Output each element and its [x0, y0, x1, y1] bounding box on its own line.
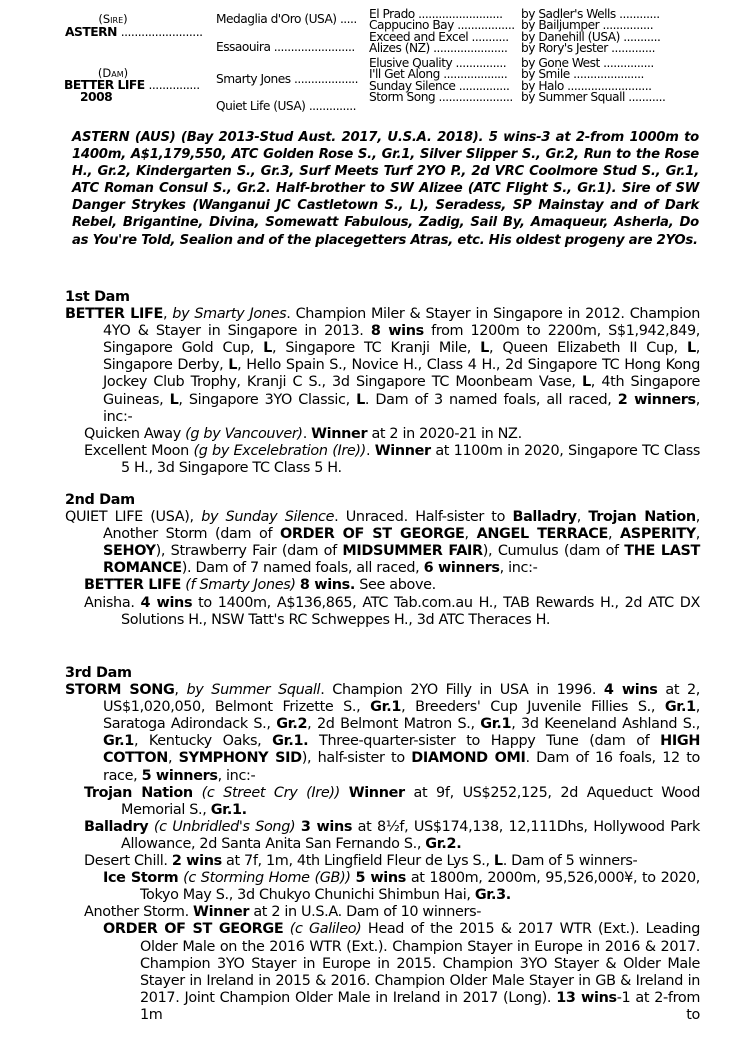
text-run: Anisha [84, 594, 131, 611]
text-run: Gr.1 [103, 733, 134, 750]
text-run: L [493, 853, 503, 870]
text-run: L [356, 391, 365, 408]
first-dam-heading: 1st Dam [65, 289, 130, 305]
text-run: ), Strawberry Fair (dam of [155, 543, 343, 560]
sire-sire-text: Medaglia d'Oro (USA) [216, 12, 337, 26]
text-run: 5 winners [141, 767, 218, 784]
dots: ............ [615, 7, 660, 21]
dam-year: 2008 [80, 90, 113, 104]
text-run: 5 wins [355, 870, 407, 887]
text-run: 2 winners [617, 391, 696, 408]
dots: ........................ [273, 40, 355, 54]
text-run: at 2 in U.S.A. Dam of 10 winners- [249, 904, 482, 921]
text-run: . Champion Miler & Stayer in Singapore in 2012. Champion 4YO & Stayer in Singapore in 2013. [103, 306, 700, 340]
gen3-name: I'll Get Along [369, 67, 440, 82]
text-run: , 3d Keeneland Ashland S., [511, 716, 700, 733]
progeny-item [65, 443, 700, 477]
text-run: , Singapore Derby, [103, 340, 701, 374]
text-run: , Queen Elizabeth II Cup, [488, 340, 687, 357]
third-dam-section [65, 665, 700, 1024]
text-run: . Dam of 3 named foals, all raced, [364, 391, 618, 408]
text-run: at 2, US$1,020,050, Belmont Frizette S., [103, 682, 701, 716]
text-run: Excellent Moon [84, 442, 189, 459]
gen3-name: Alizes (NZ) [369, 41, 430, 56]
text-run: . [302, 425, 312, 442]
progeny-item [65, 921, 700, 1024]
text-run: Gr.1. [272, 733, 309, 750]
text-run: 6 winners [423, 560, 500, 577]
dots: ............... [148, 78, 200, 92]
text-run: SEHOY [103, 543, 156, 560]
text-run: . Dam of 16 foals, 12 to race, [103, 750, 700, 784]
text-run: Gr.2 [276, 716, 308, 733]
dam-name-text: BETTER LIFE [64, 78, 145, 92]
dots: ................... [293, 72, 359, 86]
text-run: 2 wins [171, 853, 222, 870]
text-run: 4 wins [603, 682, 658, 699]
text-run: Winner [311, 425, 368, 442]
text-run: THE LAST ROMANCE [103, 543, 701, 577]
text-run: ), Cumulus (dam of [482, 543, 625, 560]
text-run: DIAMOND OMI [411, 750, 526, 767]
progeny-item [65, 577, 700, 594]
gen3-sire: by Sadler's Wells [521, 7, 616, 21]
text-run: L [169, 391, 179, 408]
text-run: . [365, 442, 375, 459]
sire-dam [216, 42, 355, 53]
dots: ............... [599, 56, 654, 71]
text-run: . [184, 904, 194, 921]
dots: ..... [339, 12, 357, 26]
dots: .............. [308, 99, 357, 113]
text-run: STORM SONG [65, 682, 175, 699]
text-run: , Hello Spain S., Novice H., Class 4 H., 2d Singapore TC Hong Kong Jockey Club Trophy, Kranji C S., 3d Singapore TC Moonbeam Vase, [103, 357, 700, 391]
text-run: Gr.1 [210, 801, 242, 818]
first-dam-section [65, 289, 700, 477]
gen3-sire: by Smile [521, 67, 570, 82]
dots: ..................... [569, 67, 644, 82]
text-run: Winner [348, 784, 405, 801]
dam-sire-text: Smarty Jones [216, 72, 291, 86]
text-run: , inc:- [103, 391, 701, 425]
text-run: at 1100m in 2020, Singapore TC Class 5 H., 3d Singapore TC Class 5 H. [121, 442, 700, 476]
text-run: Trojan Nation [84, 784, 193, 801]
text-run: ASPERITY [620, 526, 696, 543]
dam-label: (Dam) [97, 66, 129, 80]
text-run: (c Storming Home (GB)) [183, 870, 351, 887]
dots: ............... [455, 78, 510, 93]
gen3-sire: by Halo [521, 78, 564, 93]
text-run: Gr.3 [474, 887, 506, 904]
text-run: by Summer Squall [186, 682, 321, 699]
text-run: (g by Excelebration (Ire)) [193, 442, 366, 459]
text-run: 8 wins. [299, 577, 355, 594]
text-run: at 1800m, 2000m, 95,526,000¥, to 2020, Tokyo May S., 3d Chukyo Chunichi Shimbun Hai, [140, 870, 701, 904]
text-run: , Singapore 3YO Classic, [178, 391, 357, 408]
text-run: See above. [355, 577, 436, 594]
text-run: , [167, 750, 179, 767]
text-run: Balladry [512, 509, 577, 526]
text-run: 3 wins [300, 818, 353, 835]
text-run: , Breeders' Cup Juvenile Fillies S., [401, 699, 665, 716]
third-dam-paragraph: STORM SONG, by Summer Squall. Champion 2YO Filly in USA in 1996. 4 wins at 2, US$1,020,050, Belmont Frizette S., Gr.1, Breeders' Cup Juvenile Fillies S., Gr.1, Saratoga Adirondack S., Gr.2, 2d Belmont Matron S., Gr.1, 3d Keeneland Ashland S., Gr.1, Kentucky Oaks, Gr.1. Three-quarter-sister to Happy Tune (dam of HIGH COTTON, SYMPHONY SID), half-sister to DIAMOND OMI. Dam of 16 foals, 12 to race, 5 winners, inc:- [65, 682, 701, 784]
text-run: Winner [193, 904, 250, 921]
first-dam-paragraph: BETTER LIFE, by Smarty Jones. Champion Miler & Stayer in Singapore in 2012. Champion 4YO & Stayer in Singapore in 2013. 8 wins from 1200m to 2200m, S$1,942,849, Singapore Gold Cup, L, Singapore TC Kranji Mile, L, Queen Elizabeth II Cup, L, Singapore Derby, L, Hello Spain S., Novice H., Class 4 H., 2d Singapore TC Hong Kong Jockey Club Trophy, Kranji C S., 3d Singapore TC Moonbeam Vase, L, 4th Singapore Guineas, L, Singapore 3YO Classic, L. Dam of 3 named foals, all raced, 2 winners, inc:- [65, 306, 701, 425]
text-run: , inc:- [217, 767, 256, 784]
gen3-name: Storm Song [369, 90, 436, 105]
text-run: . [456, 835, 462, 852]
text-run: SYMPHONY SID [178, 750, 302, 767]
text-run: Trojan Nation [588, 509, 696, 526]
text-run: 8 wins [370, 323, 424, 340]
dam-name: BETTER LIFE [65, 306, 163, 323]
dots: ........... [624, 90, 666, 105]
text-run: 4 wins [140, 594, 193, 611]
gen3-name: Sunday Silence [369, 78, 456, 93]
text-run: ), half-sister to [301, 750, 412, 767]
sire-dam-text: Essaouira [216, 40, 271, 54]
text-run: from 1200m to 2200m, S$1,942,849, Singapore Gold Cup, [103, 323, 701, 357]
dam-dam [216, 101, 356, 112]
gen3-name: Exceed and Excel [369, 29, 469, 44]
text-run: Three-quarter-sister to Happy Tune (dam of [308, 733, 661, 750]
text-run: , Kentucky Oaks, [133, 733, 273, 750]
gen3-sire: by Bailjumper [521, 18, 600, 33]
text-run: L [686, 340, 696, 357]
text-run: , 2d Belmont Matron S., [307, 716, 481, 733]
text-run: Winner [374, 442, 431, 459]
text-run: QUIET LIFE (USA) [65, 509, 190, 526]
dots: ................. [453, 18, 515, 33]
text-run: , [607, 526, 621, 543]
sire-summary: ASTERN (AUS) (Bay 2013-Stud Aust. 2017, U.S.A. 2018). 5 wins-3 at 2-from 1000m to 1400m, A$1,179,550, ATC Golden Rose S., Gr.1, Silver Slipper S., Gr.2, Run to the Rose H., Gr.2, Kindergarten S., Gr.3, Surf Meets Turf 2YO P., 2d VRC Coolmore Stud S., Gr.1, ATC Roman Consul S., Gr.2. Half-brother to SW Alizee (ATC Flight S., Gr.1). Sire of SW Danger Strykes (Wanganui JC Castletown S., L), Seradess, SP Mainstay and of Dark Rebel, Brigantine, Divina, Somewatt Fabulous, Zadig, Sail By, Amaqueur, Asherla, Do as You're Told, Sealion and of the placegetters Atras, etc. His oldest progeny are 2YOs. [72, 130, 699, 248]
text-run: 13 wins [556, 989, 617, 1006]
text-run: Another Storm [84, 904, 185, 921]
text-run: at 2 in 2020-21 in NZ. [367, 425, 522, 442]
text-run: at 8½f, US$174,138, 12,111Dhs, Hollywood Park Allowance, 2d Santa Anita San Fernando S., [121, 818, 700, 852]
sire-name [65, 27, 203, 38]
text-run: . Unraced. Half-sister to [334, 509, 513, 526]
dam-sire [216, 74, 358, 85]
gen3-name: El Prado [369, 7, 415, 21]
second-dam-section [65, 492, 700, 629]
progeny-item [65, 426, 700, 443]
dots: ............. [607, 41, 655, 56]
text-run: Ice Storm [103, 870, 179, 887]
text-run: Gr.1 [664, 699, 696, 716]
dam-dam-text: Quiet Life (USA) [216, 99, 306, 113]
text-run: at 7f, 1m, 4th Lingfield Fleur de Lys S., [221, 853, 494, 870]
gen3-sire: by Danehill (USA) [521, 29, 620, 44]
dots: ............... [599, 18, 654, 33]
progeny-item [65, 870, 700, 904]
text-run: (g by Vancouver) [185, 425, 303, 442]
sire-sire [216, 14, 357, 25]
gen3-name: Cappucino Bay [369, 18, 454, 33]
text-run: at 9f, US$252,125, 2d Aqueduct Wood Memorial S., [121, 784, 700, 818]
sire-label: (Sire) [98, 12, 128, 26]
text-run: ). Dam of 7 named foals, all raced, [181, 560, 424, 577]
sire-name-text: ASTERN [65, 25, 117, 39]
progeny-item [65, 819, 700, 853]
text-run: , [576, 509, 589, 526]
text-run: Head of the 2015 & 2017 WTR (Ext.). Leading Older Male on the 2016 WTR (Ext.). Champion Stayer in Europe in 2016 & 2017. Champion 3YO Stayer in Europe in 2015. Champion 3YO Stayer & Older Male Stayer in Ireland in 2015 & 2016. Champion Older Male Stayer in GB & Ireland in 2017. Joint Champion Older Male in Ireland in 2017 (Long). [140, 921, 700, 1006]
text-run: Desert Chill [84, 853, 164, 870]
text-run: , Saratoga Adirondack S., [103, 699, 701, 733]
gen3-sire: by Rory's Jester [521, 41, 608, 56]
text-run: (f Smarty Jones) [185, 577, 296, 594]
text-run: , inc:- [499, 560, 538, 577]
progeny-item [65, 853, 700, 870]
text-run: . [241, 801, 247, 818]
gen3-sire: by Gone West [521, 56, 600, 71]
dots: ................... [439, 67, 508, 82]
text-run: -1 at 2-from 1m to [140, 989, 700, 1023]
text-run: by Sunday Silence [201, 509, 335, 526]
text-run: (c Street Cry (Ire)) [201, 784, 340, 801]
gen3-name: Elusive Quality [369, 56, 453, 71]
text-run: ANGEL TERRACE [476, 526, 608, 543]
dots: ...................... [429, 41, 508, 56]
text-run: HIGH COTTON [103, 733, 701, 767]
second-dam-paragraph: QUIET LIFE (USA), by Sunday Silence. Unraced. Half-sister to Balladry, Trojan Nation, Another Storm (dam of ORDER OF ST GEORGE, ANGEL TERRACE, ASPERITY, SEHOY), Strawberry Fair (dam of MIDSUMMER FAIR), Cumulus (dam of THE LAST ROMANCE). Dam of 7 named foals, all raced, 6 winners, inc:- [65, 509, 701, 577]
text-run: L [228, 357, 238, 374]
text-run: L [480, 340, 489, 357]
text-run: ORDER OF ST GEORGE [103, 921, 284, 938]
text-run: , 4th Singapore Guineas, [103, 374, 700, 408]
text-run: (c Galileo) [289, 921, 362, 938]
text-run: , [695, 526, 701, 543]
text-run: . [505, 887, 511, 904]
progeny-item [65, 904, 700, 921]
text-run: MIDSUMMER FAIR [342, 543, 483, 560]
dots: ........... [619, 29, 661, 44]
text-run: . Dam of 5 winners- [502, 853, 638, 870]
text-run: , Singapore TC Kranji Mile, [271, 340, 481, 357]
text-run: (c Unbridled's Song) [153, 818, 296, 835]
text-run: ORDER OF ST GEORGE [280, 526, 465, 543]
text-run: BETTER LIFE [84, 577, 182, 594]
text-run: . [130, 594, 141, 611]
progeny-item [65, 785, 700, 819]
text-run: L [581, 374, 591, 391]
text-run: , [464, 526, 477, 543]
dots: ........... [468, 29, 509, 44]
second-dam-heading: 2nd Dam [65, 492, 135, 508]
dots: ............... [452, 56, 507, 71]
dots: ......................... [563, 78, 652, 93]
text-run: . Champion 2YO Filly in USA in 1996. [320, 682, 604, 699]
gen3-sire: by Summer Squall [521, 90, 625, 105]
text-run: to 1400m, A$136,865, ATC Tab.com.au H., TAB Rewards H., 2d ATC DX Solutions H., NSW Tatt's RC Schweppes H., 3d ATC Theraces H. [121, 594, 700, 628]
text-run: Quicken Away [84, 425, 181, 442]
dots: ...................... [435, 90, 513, 105]
progeny-item [65, 595, 700, 629]
dots: ......................... [414, 7, 503, 21]
text-run: Gr.2 [425, 835, 457, 852]
dots: ........................ [120, 25, 203, 39]
text-run: . [163, 853, 172, 870]
text-run: L [263, 340, 272, 357]
text-run: Gr.1 [480, 716, 512, 733]
text-run: , Another Storm (dam of [103, 509, 701, 543]
dam-sire: by Smarty Jones [172, 306, 287, 323]
text-run: Gr.1 [370, 699, 402, 716]
text-run: Balladry [84, 818, 149, 835]
third-dam-heading: 3rd Dam [65, 665, 132, 681]
